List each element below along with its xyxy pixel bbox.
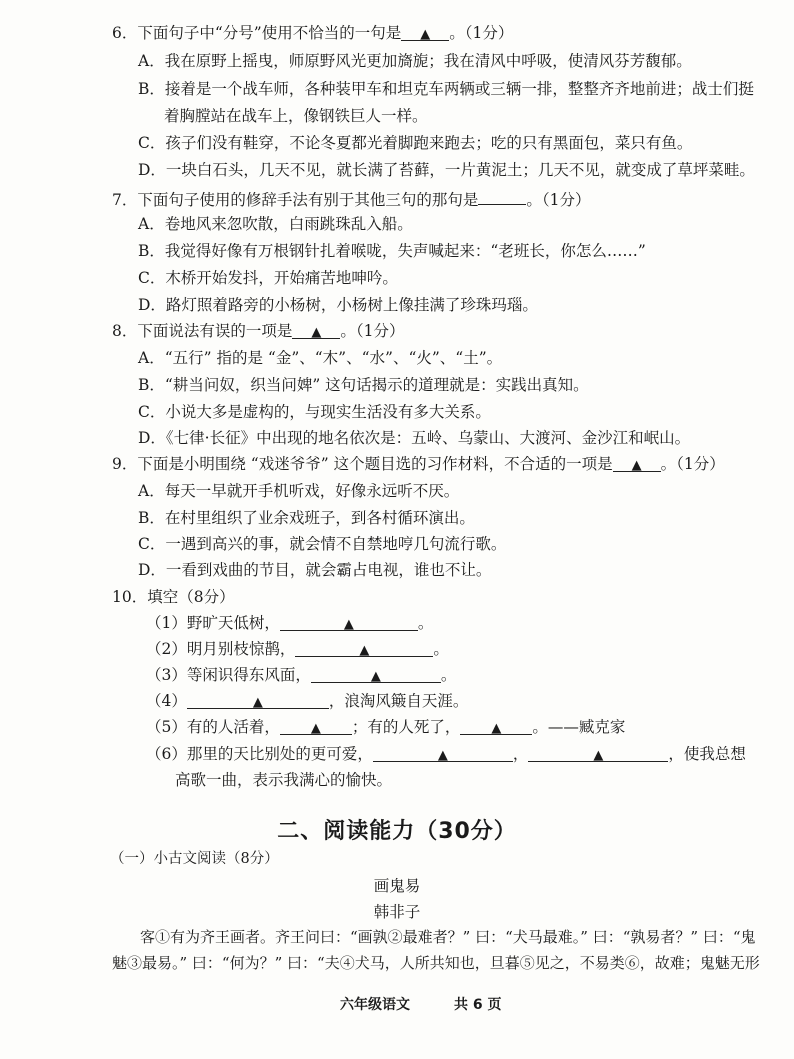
q10-item-3: （3）等闲识得东风面， ▲ 。 <box>146 666 457 684</box>
q10-item-6: （6）那里的天比别处的更可爱， ▲ ， ▲ ，使我总想 <box>146 745 746 763</box>
triangle-mark: ▲ <box>343 617 354 632</box>
q8-option-c: C．小说大多是虚构的，与现实生活没有多大关系。 <box>138 403 491 421</box>
triangle-mark: ▲ <box>359 643 370 658</box>
q6-option-c: C．孩子们没有鞋穿，不论冬夏都光着脚跑来跑去；吃的只有黑面包，菜只有鱼。 <box>138 134 693 152</box>
q9-option-a: A．每天一早就开手机听戏，好像永远听不厌。 <box>138 482 460 500</box>
triangle-mark: ▲ <box>311 325 322 340</box>
q6-option-a: A．我在原野上摇曳，师原野风光更加旖旎；我在清风中呼吸，使清风芬芳馥郁。 <box>138 52 692 70</box>
q7-stem: 7．下面句子使用的修辞手法有别于其他三句的那句是 。（1分） <box>112 186 591 211</box>
q6-option-d: D．一块白石头，几天不见，就长满了苔藓，一片黄泥土；几天不见，就变成了草坪菜畦。 <box>138 161 755 179</box>
answer-blank[interactable] <box>401 22 449 41</box>
fill-blank[interactable] <box>460 716 532 735</box>
passage-line-1: 客①有为齐王画者。齐王问曰：“画孰②最难者？” 曰：“犬马最难。” 曰：“孰易者？” 曰：“鬼 <box>140 928 756 946</box>
q10-item-6-cont: 高歌一曲，表示我满心的愉快。 <box>175 771 393 789</box>
q10-stem: 10．填空（8分） <box>112 588 235 606</box>
triangle-mark: ▲ <box>631 458 642 473</box>
q8-option-a: A．“五行” 指的是 “金”、“木”、“水”、“火”、“土”。 <box>138 349 503 367</box>
triangle-mark: ▲ <box>310 721 321 736</box>
q8-stem: 8．下面说法有误的一项是 ▲ 。（1分） <box>112 322 405 340</box>
q9-option-c: C．一遇到高兴的事，就会情不自禁地哼几句流行歌。 <box>138 535 507 553</box>
fill-blank[interactable] <box>373 743 513 762</box>
q10-item-5: （5）有的人活着， ▲ ；有的人死了， ▲ 。——臧克家 <box>146 718 626 736</box>
answer-blank[interactable] <box>478 186 526 205</box>
passage-author: 韩非子 <box>373 903 421 921</box>
q6-option-b: B．接着是一个战车师，各种装甲车和坦克车两辆或三辆一排，整整齐齐地前进；战士们挺 <box>138 80 754 98</box>
fill-blank[interactable] <box>280 716 352 735</box>
q7-option-c: C．木桥开始发抖，开始痛苦地呻吟。 <box>138 269 398 287</box>
subsection-title: （一）小古文阅读（8分） <box>110 851 279 867</box>
footer-subject: 六年级语文 <box>340 997 410 1013</box>
passage-line-2: 魅③最易。” 曰：“何为？” 曰：“夫④犬马，人所共知也，旦暮⑤见之，不易类⑥，故难；鬼魅无形 <box>112 954 760 972</box>
q8-option-d: D．《七律·长征》中出现的地名依次是：五岭、乌蒙山、大渡河、金沙江和岷山。 <box>138 429 691 447</box>
triangle-mark: ▲ <box>370 669 381 684</box>
triangle-mark: ▲ <box>252 695 263 710</box>
q9-stem: 9．下面是小明围绕 “戏迷爷爷” 这个题目选的习作材料，不合适的一项是 ▲ 。（1分） <box>112 455 725 473</box>
answer-blank[interactable] <box>292 320 340 339</box>
q7-option-b: B．我觉得好像有万根钢针扎着喉咙，失声喊起来：“老班长，你怎么……” <box>138 242 646 260</box>
passage-title: 画鬼易 <box>373 877 421 895</box>
triangle-mark: ▲ <box>491 721 502 736</box>
fill-blank[interactable] <box>295 638 433 657</box>
q10-item-1: （1）野旷天低树， ▲ 。 <box>146 614 434 632</box>
triangle-mark: ▲ <box>437 748 448 763</box>
footer-pages: 共 6 页 <box>454 997 502 1013</box>
q9-option-b: B．在村里组织了业余戏班子，到各村循环演出。 <box>138 509 475 527</box>
q6-stem: 6．下面句子中“分号”使用不恰当的一句是 ▲ 。（1分） <box>112 24 514 42</box>
q6-option-b-cont: 着胸膛站在战车上，像钢铁巨人一样。 <box>164 107 428 125</box>
fill-blank[interactable] <box>280 612 418 631</box>
fill-blank[interactable] <box>528 743 668 762</box>
triangle-mark: ▲ <box>593 748 604 763</box>
answer-blank[interactable] <box>613 453 661 472</box>
section-title: 二、阅读能力（30分） <box>277 819 517 844</box>
q8-option-b: B．“耕当问奴，织当问婢” 这句话揭示的道理就是：实践出真知。 <box>138 376 589 394</box>
q9-option-d: D．一看到戏曲的节目，就会霸占电视，谁也不让。 <box>138 561 492 579</box>
q10-item-4: （4） ▲ ，浪淘风簸自天涯。 <box>146 692 469 710</box>
q7-option-a: A．卷地风来忽吹散，白雨跳珠乱入船。 <box>138 215 413 233</box>
triangle-mark: ▲ <box>420 27 431 42</box>
fill-blank[interactable] <box>187 690 329 709</box>
q7-option-d: D．路灯照着路旁的小杨树，小杨树上像挂满了珍珠玛瑙。 <box>138 296 538 314</box>
q10-item-2: （2）明月别枝惊鹊， ▲ 。 <box>146 640 449 658</box>
fill-blank[interactable] <box>311 664 441 683</box>
